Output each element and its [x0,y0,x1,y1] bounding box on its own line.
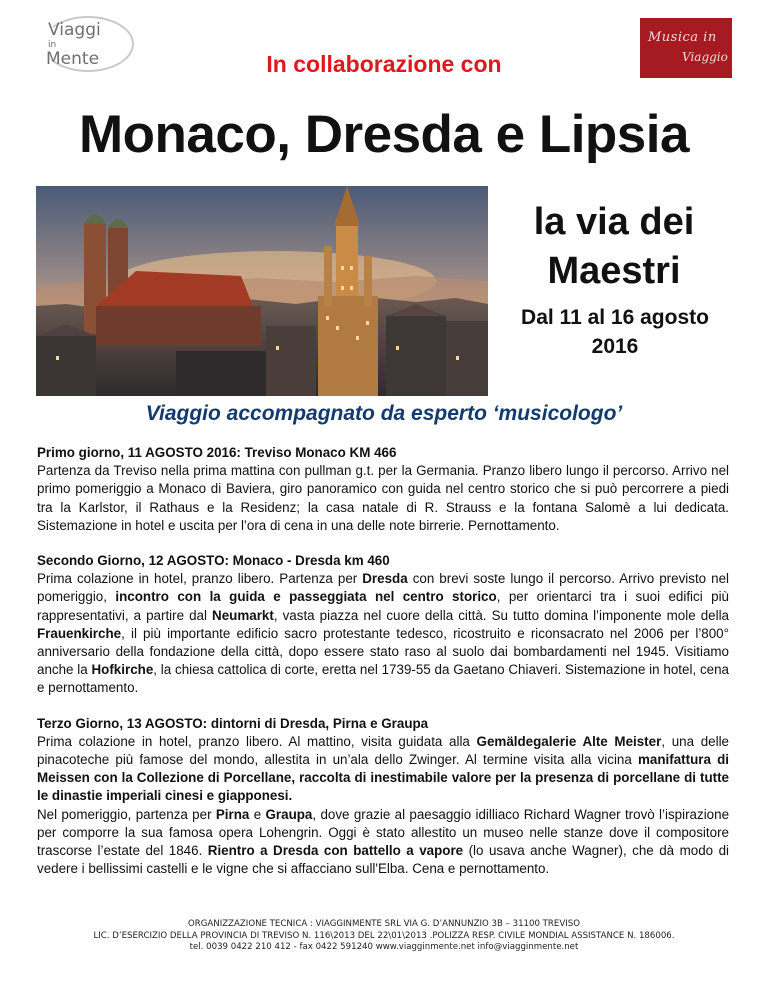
logo-text-in: in [48,40,57,50]
highlight-gemaeldegalerie: Gemäldegalerie Alte Meister [476,733,662,749]
dates-line-2: 2016 [591,335,639,358]
text-segment: , una delle pinacoteche più famose del mondo, allestita in un’ala dello Zwinger. Al termine visita alla vicina [37,733,729,768]
logo-text-viaggi: Viaggi [48,20,101,40]
text-segment: con brevi soste lungo il percorso. Arrivo previsto nel pomeriggio, [37,571,729,605]
subtitle-line-1: la via dei [533,201,695,243]
highlight-neumarkt: Neumarkt [212,607,274,623]
text-segment: , il più importante edificio sacro protestante tedesco, ricostruito e riconsacrato nel 2006 per l’800° anniversario della fondazione della città, dopo essere stato raso al suolo dai bombardamenti nel 1945. Visitiamo anche la [37,625,729,678]
text-segment: Prima colazione in hotel, pranzo libero. Al mattino, visita guidata alla [37,733,477,749]
day-2 [37,552,729,698]
day-3-title: Terzo Giorno, 13 AGOSTO: dintorni di Dresda, Pirna e Graupa [37,715,429,731]
text-segment: , dove grazie al paesaggio idilliaco Richard Wagner trovò l’ispirazione per comporre la sua famosa opera Lohengrin. Oggi è stato allestito un museo nelle stanze dove il compositore trascorse l’estate del 1846. [37,806,730,859]
subtitle [506,198,722,296]
text-segment: , per orientarci tra i suoi edifici più rappresentativi, a partire dal [37,589,729,623]
accompanied-heading: Viaggio accompagnato da esperto ‘musicologo’ [145,402,623,425]
text-segment: e [249,806,266,822]
text-segment: Nel pomeriggio, partenza per [37,806,216,822]
day-1 [37,444,729,535]
footer-line-3: tel. 0039 0422 210 412 - fax 0422 591240 www.viagginmente.net info@viagginmente.net [189,942,579,952]
page-title: Monaco, Dresda e Lipsia [79,105,689,164]
munich-skyline-photo [36,186,488,396]
highlight-meissen: manifattura di Meissen con la Collezione di Porcellane, raccolta di inestimabile valore per la presenza di porcellane di tutte le dinastie imperiali cinesi e giapponesi. [37,752,729,804]
highlight-frauenkirche: Frauenkirche [37,625,122,641]
logo-text-viaggio: Viaggio [682,50,728,64]
footer [0,919,768,954]
collaboration-heading: In collaborazione con [266,51,502,77]
day-2-title: Secondo Giorno, 12 AGOSTO: Monaco - Dresda km 460 [37,553,390,569]
text-segment: (lo usava anche Wagner), che dà modo di vedere i bellissimi castelli e le vigne che si affacciano sull'Elba. Cena e pernottamento. [37,843,729,877]
day-1-body: Partenza da Treviso nella prima mattina con pullman g.t. per la Germania. Pranzo libero lungo il percorso. Arrivo nel primo pomeriggio a Monaco di Baviera, giro panoramico con guida nel centro storico che si può percorrere a piedi tra la Karlstor, il Rathaus e la Residenz; la casa natale di R. Strauss e la fontana Salomè a lui dedicata. Sistemazione in hotel e uscita per l’ora di cena in una delle note birrerie. Pernottamento. [37,463,729,533]
footer-line-1: ORGANIZZAZIONE TECNICA : VIAGGINMENTE SRL VIA G. D’ANNUNZIO 3B – 31100 TREVISO [188,919,580,929]
highlight-graupa: Graupa [265,806,313,822]
text-segment: Prima colazione in hotel, pranzo libero. Partenza per [37,571,363,587]
text-segment: , la chiesa cattolica di corte, eretta nel 1739-55 da Gaetano Chiaveri. Sistemazione in hotel, cena e pernottamento. [37,662,729,696]
travel-dates [502,303,728,361]
day-3 [37,715,729,879]
footer-line-2: LIC. D’ESERCIZIO DELLA PROVINCIA DI TREVISO N. 116\2013 DEL 22\01\2013 .POLIZZA RESP. CIVILE MONDIAL ASSISTANCE N. 186006. [93,930,675,941]
itinerary [37,444,729,895]
text-segment: , vasta piazza nel cuore della città. Su tutto domina l’imponente mole della [273,607,729,623]
day-3-body-1 [37,733,729,806]
highlight-dresda: Dresda [362,571,408,587]
highlight-steamboat: Rientro a Dresda con battello a vapore [207,843,464,859]
dates-line-1: Dal 11 al 16 agosto [521,306,709,329]
day-3-body-2 [37,806,729,879]
logo-text-musica-in: Musica in [648,30,717,45]
highlight-guided-walk: incontro con la guida e passeggiata nel centro storico [115,589,497,605]
logo-text-mente: Mente [46,49,100,69]
subtitle-line-2: Maestri [547,250,681,292]
day-1-title: Primo giorno, 11 AGOSTO 2016: Treviso Monaco KM 466 [37,445,397,460]
highlight-hofkirche: Hofkirche [91,662,154,678]
day-2-body [37,570,729,697]
highlight-pirna: Pirna [215,806,250,822]
